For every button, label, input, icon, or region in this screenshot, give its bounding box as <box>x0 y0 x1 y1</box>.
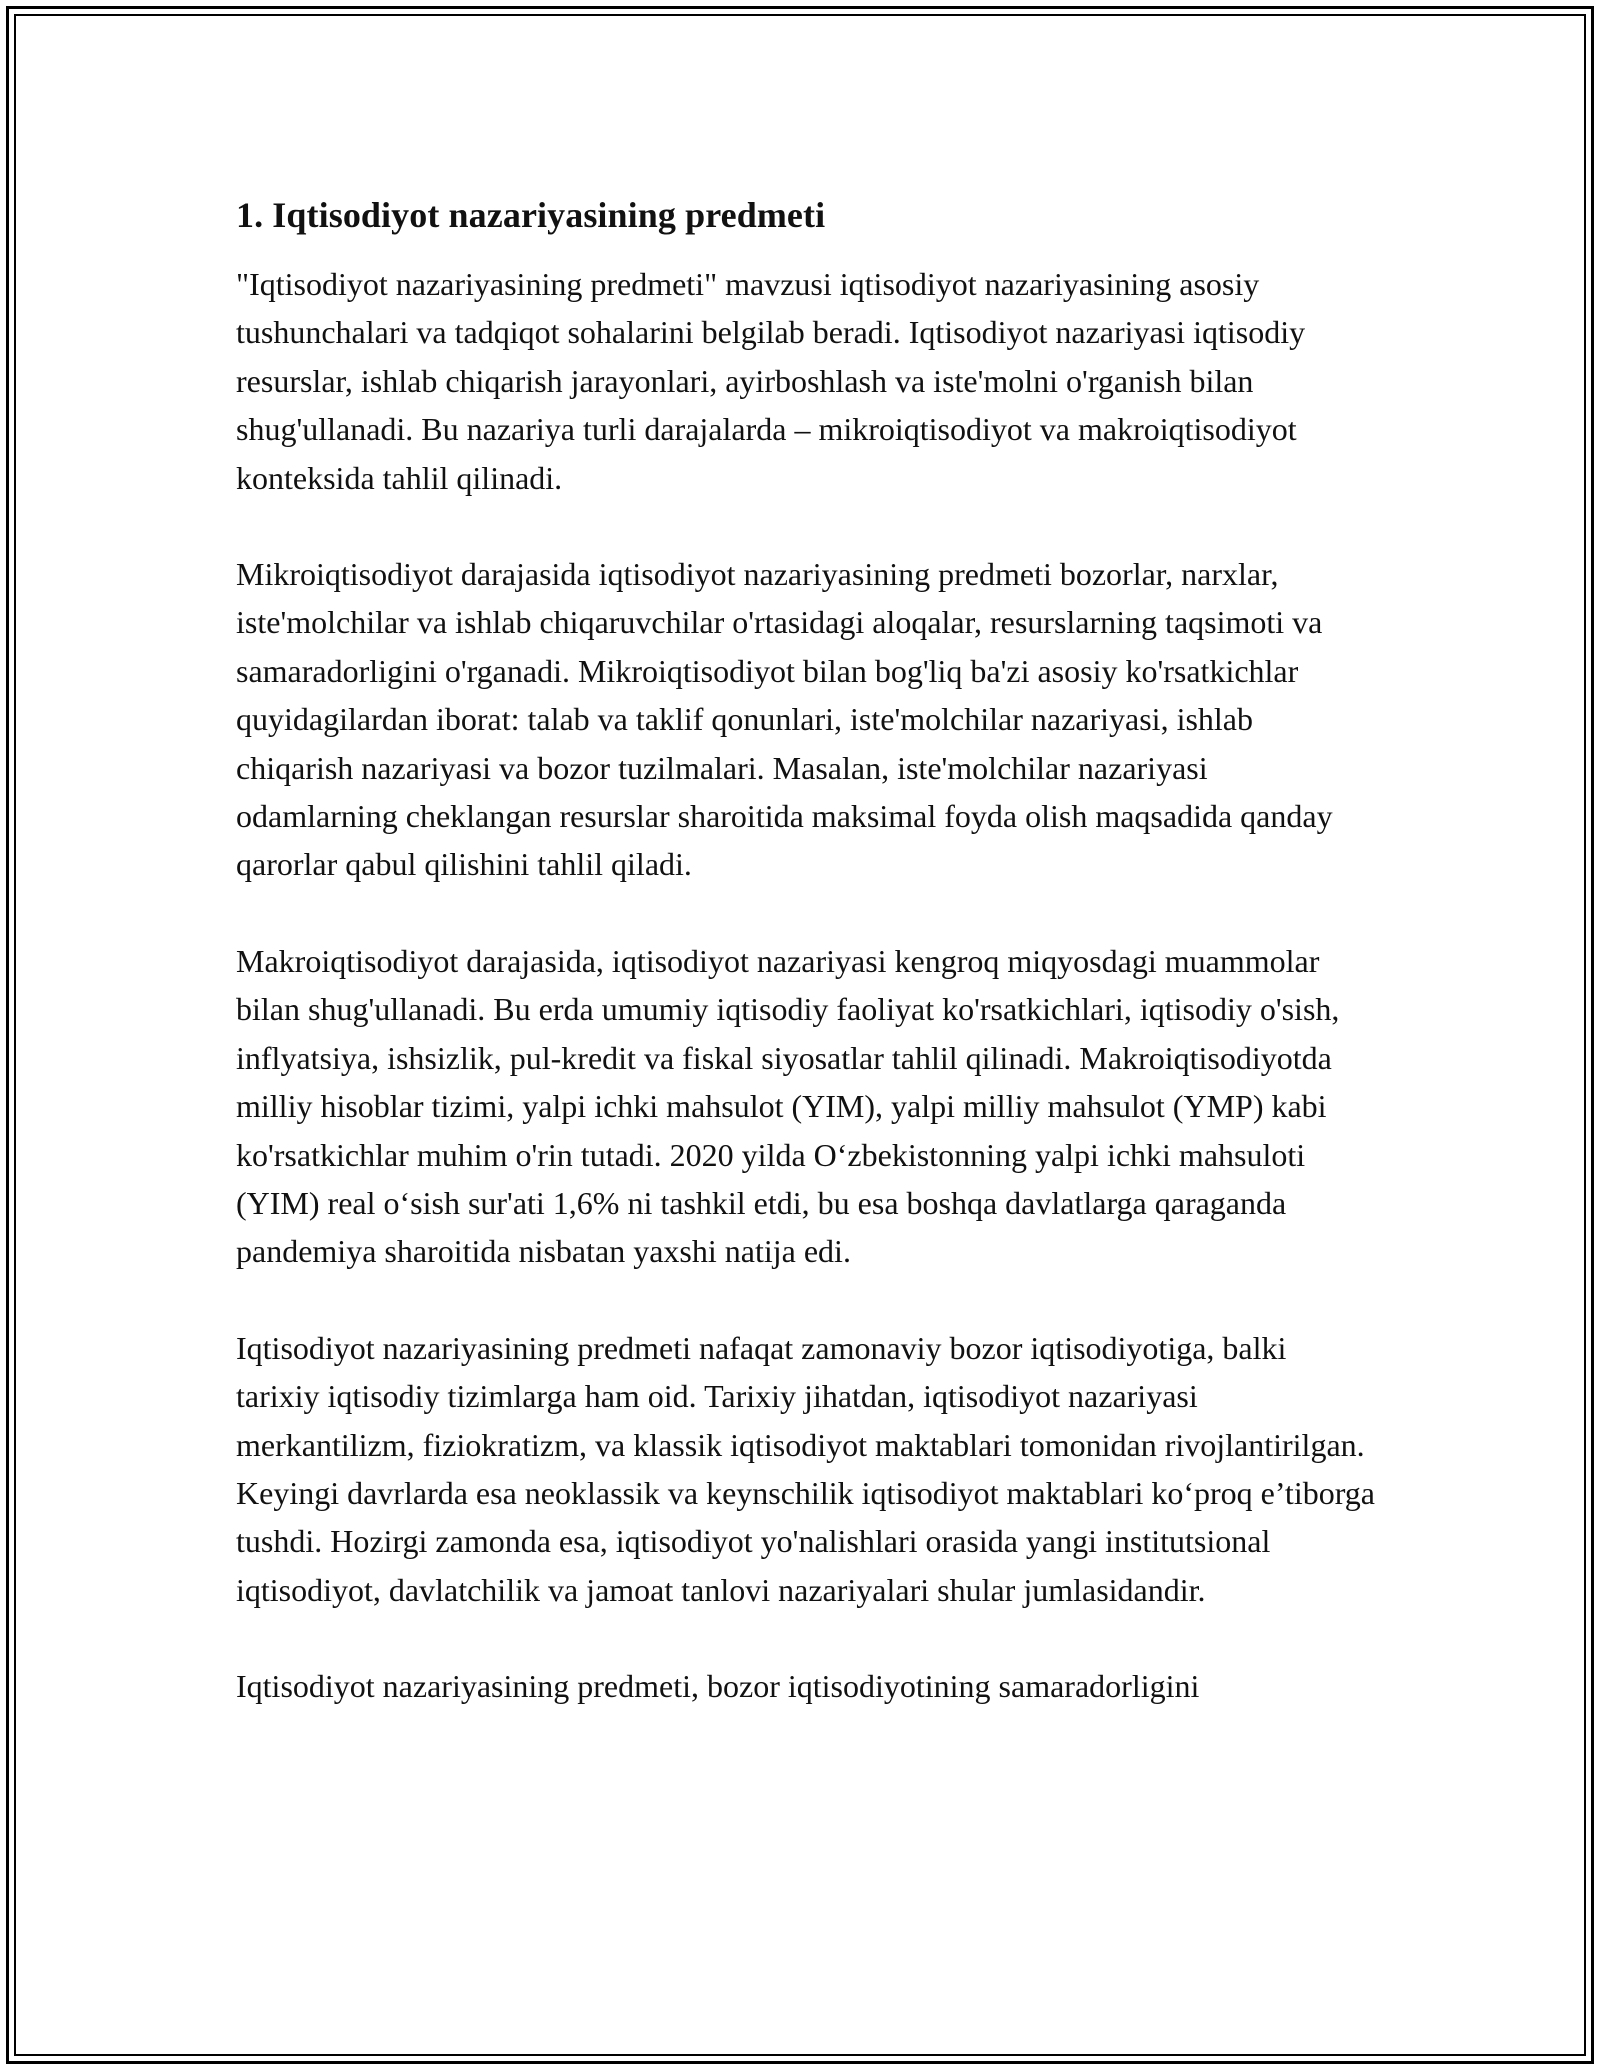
paragraph-history: Iqtisodiyot nazariyasining predmeti nafaqat zamonaviy bozor iqtisodiyotiga, balki tarixiy iqtisodiy tizimlarga ham oid. Tarixiy jihatdan, iqtisodiyot nazariyasi merkantilizm, fiziokratizm, va klassik iqtisodiyot maktablari tomonidan rivojlantirilgan. Keyingi davrlarda esa neoklassik va keynschilik iqtisodiyot maktablari ko‘proq e’tiborga tushdi. Hozirgi zamonda esa, iqtisodiyot yo'nalishlari orasida yangi institutsional iqtisodiyot, davlatchilik va jamoat tanlovi nazariyalari shular jumlasidandir. <box>236 1329 1375 1608</box>
paragraph-microeconomics: Mikroiqtisodiyot darajasida iqtisodiyot nazariyasining predmeti bozorlar, narxlar, iste'molchilar va ishlab chiqaruvchilar o'rtasidagi aloqalar, resurslarning taqsimoti va samaradorligini o'rganadi. Mikroiqtisodiyot bilan bog'liq ba'zi asosiy ko'rsatkichlar quyidagilardan iborat: talab va taklif qonunlari, iste'molchilar nazariyasi, ishlab chiqarish nazariyasi va bozor tuzilmalari. Masalan, iste'molchilar nazariyasi odamlarning cheklangan resurslar sharoitida maksimal foyda olish maqsadida qanday qarorlar qabul qilishini tahlil qiladi. <box>236 556 1333 883</box>
document-body <box>236 188 1376 1759</box>
paragraph-macroeconomics: Makroiqtisodiyot darajasida, iqtisodiyot nazariyasi kengroq miqyosdagi muammolar bilan shug'ullanadi. Bu erda umumiy iqtisodiy faoliyat ko'rsatkichlari, iqtisodiy o'sish, inflyatsiya, ishsizlik, pul-kredit va fiskal siyosatlar tahlil qilinadi. Makroiqtisodiyotda milliy hisoblar tizimi, yalpi ichki mahsulot (YIM), yalpi milliy mahsulot (YMP) kabi ko'rsatkichlar muhim o'rin tutadi. 2020 yilda O‘zbekistonning yalpi ichki mahsuloti (YIM) real o‘sish sur'ati 1,6% ni tashkil etdi, bu esa boshqa davlatlarga qaraganda pandemiya sharoitida nisbatan yaxshi natija edi. <box>236 942 1340 1270</box>
section-heading: 1. Iqtisodiyot nazariyasining predmeti <box>236 195 826 235</box>
paragraph-continued: Iqtisodiyot nazariyasining predmeti, bozor iqtisodiyotining samaradorligini <box>236 1668 1200 1705</box>
paragraph-intro: "Iqtisodiyot nazariyasining predmeti" mavzusi iqtisodiyot nazariyasining asosiy tushunchalari va tadqiqot sohalarini belgilab beradi. Iqtisodiyot nazariyasi iqtisodiy resurslar, ishlab chiqarish jarayonlari, ayirboshlash va iste'molni o'rganish bilan shug'ullanadi. Bu nazariya turli darajalarda – mikroiqtisodiyot va makroiqtisodiyot konteksida tahlil qilinadi. <box>236 266 1306 496</box>
